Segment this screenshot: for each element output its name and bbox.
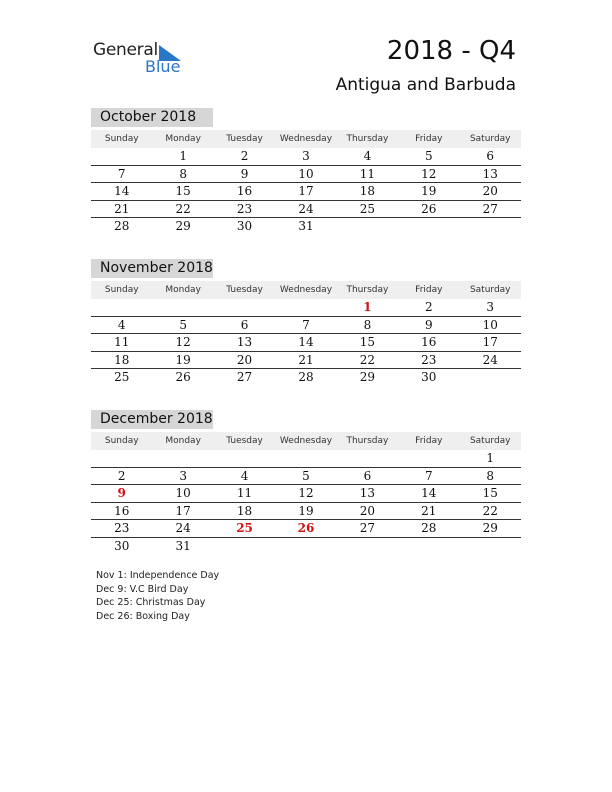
day-cell: 1 [179,149,187,163]
day-cell [337,218,398,235]
weekday-label: Wednesday [279,285,333,295]
day-cell [460,369,521,386]
day-cell: 26 [421,201,437,216]
day-cell: 28 [421,521,437,535]
day-cell: 25 [114,370,130,384]
day-cell: 11 [114,335,130,349]
holiday-day-cell: 26 [297,521,315,535]
weekday-label: Thursday [346,134,389,144]
day-cell: 18 [114,352,130,367]
week-row [91,201,521,219]
day-cell: 10 [482,317,498,332]
week-row [91,166,521,184]
day-cell: 14 [114,184,130,198]
week-row [91,317,521,335]
day-cell: 9 [425,317,433,332]
logo-text-general: General [93,40,158,60]
day-cell: 28 [114,219,130,233]
weekday-header-row [91,432,521,450]
day-cell: 19 [421,184,437,198]
day-cell [398,538,459,555]
day-cell: 30 [421,370,437,384]
day-cell: 24 [482,352,498,367]
day-cell: 17 [298,184,314,198]
day-cell [337,538,398,555]
weekday-label: Sunday [104,134,139,144]
weekday-label: Wednesday [279,436,333,446]
day-cell: 15 [359,335,376,349]
day-cell: 15 [482,486,498,500]
day-cell: 8 [363,317,372,332]
day-cell [460,538,521,555]
day-cell [214,299,275,316]
week-row [91,218,521,235]
day-cell: 13 [236,335,253,349]
day-cell: 6 [486,149,495,163]
holiday-note: Nov 1: Independence Day [96,570,220,581]
holiday-day-cell: 25 [236,521,253,535]
week-row [91,485,521,503]
day-cell: 18 [236,503,253,518]
weekday-label: Saturday [469,285,511,295]
week-row [91,148,521,166]
day-cell: 21 [114,201,130,216]
day-cell: 21 [421,503,437,518]
day-cell: 2 [240,149,249,163]
day-cell: 23 [114,521,130,535]
day-cell: 2 [117,468,126,483]
day-cell [214,538,275,555]
day-cell: 1 [486,451,495,465]
day-cell [460,218,521,235]
day-cell: 17 [482,335,498,349]
weekday-label: Sunday [104,436,139,446]
day-cell: 7 [117,166,126,181]
day-cell: 7 [302,317,310,332]
day-cell: 29 [175,219,191,233]
day-cell: 5 [425,149,433,163]
weekday-label: Monday [165,436,201,446]
day-cell: 24 [298,201,314,216]
day-cell: 8 [179,166,187,181]
weekday-label: Sunday [104,285,139,295]
day-cell: 25 [359,201,376,216]
weekday-header-row [91,130,521,148]
day-cell: 14 [421,486,437,500]
day-cell: 18 [359,184,376,198]
day-cell: 22 [175,201,191,216]
day-cell: 23 [421,352,437,367]
day-cell: 4 [117,317,126,332]
holiday-day-cell: 9 [117,486,126,500]
weekday-header-row [91,281,521,299]
day-cell: 10 [298,166,314,181]
month-november [91,259,521,386]
week-row [91,450,521,468]
weekday-label: Tuesday [226,134,263,144]
week-row [91,299,521,317]
day-cell [337,450,398,467]
day-cell: 5 [302,468,310,483]
day-cell: 9 [240,166,249,181]
day-cell: 27 [482,201,498,216]
day-cell: 16 [421,335,437,349]
day-cell [91,148,152,165]
weekday-label: Monday [165,285,201,295]
day-cell: 14 [298,335,314,349]
day-cell: 13 [482,166,498,181]
day-cell: 19 [298,503,314,518]
day-cell: 8 [486,468,495,483]
day-cell: 3 [179,468,187,483]
day-cell: 5 [179,317,187,332]
week-row [91,520,521,538]
day-cell: 29 [359,370,376,384]
month-label: December 2018 [91,410,213,429]
logo-text-blue: Blue [145,57,181,76]
day-cell: 7 [425,468,433,483]
holiday-note: Dec 25: Christmas Day [96,597,206,608]
day-cell [152,299,213,316]
day-cell: 16 [236,184,253,198]
weekday-label: Wednesday [279,134,333,144]
day-cell [91,450,152,467]
day-cell [398,218,459,235]
weekday-label: Thursday [346,285,389,295]
day-cell: 2 [425,300,433,314]
month-label: November 2018 [91,259,213,278]
weekday-label: Thursday [346,436,389,446]
day-cell [275,450,336,467]
weekday-label: Tuesday [226,436,263,446]
weekday-label: Tuesday [226,285,263,295]
day-cell: 3 [302,149,310,163]
weekday-label: Friday [415,436,443,446]
day-cell: 20 [236,352,253,367]
day-cell: 29 [482,521,498,535]
weekday-label: Friday [415,285,443,295]
day-cell [214,450,275,467]
day-cell: 12 [298,486,314,500]
day-cell: 30 [236,219,253,233]
week-row [91,183,521,201]
day-cell: 12 [421,166,437,181]
day-cell: 27 [236,370,253,384]
day-cell: 26 [175,370,191,384]
weekday-label: Saturday [469,134,511,144]
holiday-notes [96,569,219,623]
month-label: October 2018 [91,108,213,127]
day-cell: 11 [359,166,376,181]
week-row [91,468,521,486]
day-cell [398,450,459,467]
holiday-note: Dec 9: V.C Bird Day [96,583,189,595]
month-october [91,108,521,235]
day-cell: 16 [114,503,130,518]
day-cell: 11 [236,486,253,500]
generalblue-logo [93,40,193,80]
day-cell: 23 [236,201,253,216]
day-cell [91,299,152,316]
day-cell: 21 [298,352,314,367]
day-cell [152,450,213,467]
page-title: 2018 - Q4 [386,36,516,66]
day-cell: 17 [175,503,191,518]
day-cell: 13 [359,486,376,500]
day-cell: 27 [359,521,376,535]
holiday-note: Dec 26: Boxing Day [96,610,190,622]
day-cell: 24 [175,521,191,535]
day-cell: 15 [175,184,191,198]
day-cell: 4 [240,468,249,483]
week-row [91,334,521,352]
day-cell: 20 [482,184,498,198]
day-cell: 22 [482,503,498,518]
month-december [91,410,521,554]
country-name: Antigua and Barbuda [335,75,516,95]
day-cell: 4 [363,149,372,163]
day-cell: 28 [298,370,314,384]
day-cell: 19 [175,352,191,367]
day-cell [275,538,336,555]
week-row [91,369,521,386]
day-cell: 20 [359,503,376,518]
day-cell [275,299,336,316]
day-cell: 10 [175,486,191,500]
day-cell: 6 [240,317,249,332]
day-cell: 12 [175,335,191,349]
weekday-label: Friday [415,134,443,144]
week-row [91,352,521,370]
day-cell: 31 [175,538,191,553]
weekday-label: Saturday [469,436,511,446]
day-cell: 6 [363,468,372,483]
day-cell: 30 [114,538,130,553]
week-row [91,538,521,555]
week-row [91,503,521,521]
day-cell: 22 [359,352,376,367]
day-cell: 3 [486,300,495,314]
holiday-day-cell: 1 [363,300,372,314]
day-cell: 31 [298,219,314,233]
weekday-label: Monday [165,134,201,144]
